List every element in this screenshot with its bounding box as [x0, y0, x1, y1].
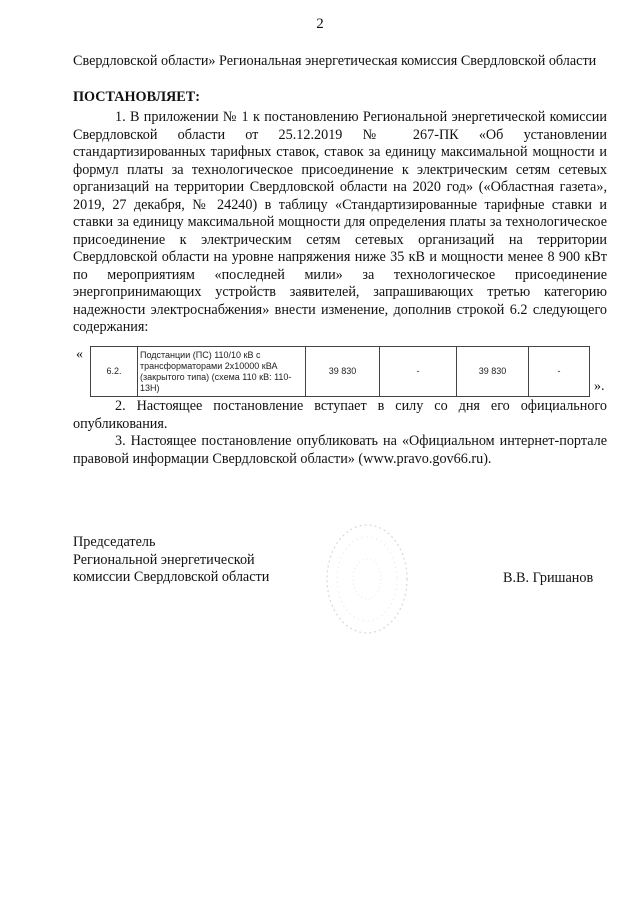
tariff-table: [90, 346, 590, 397]
signer-title-line-3: комиссии Свердловской области: [73, 569, 270, 585]
intro-paragraph: Свердловской области» Региональная энергетическая комиссия Свердловской области: [73, 53, 597, 69]
signer-name: В.В. Гришанов: [503, 570, 594, 586]
signature-block: [73, 534, 269, 587]
quote-open: «: [76, 347, 83, 362]
row-value-3-cell: 39 830: [457, 347, 529, 397]
signer-title-line-1: Председатель: [73, 534, 156, 550]
row-number-cell: 6.2.: [91, 347, 138, 397]
row-value-4-cell: -: [529, 347, 590, 397]
row-value-2-cell: -: [380, 347, 457, 397]
row-description-cell: Подстанции (ПС) 110/10 кВ с трансформаторами 2х10000 кВА (закрытого типа) (схема 110 кВ: 110-13Н): [138, 347, 306, 397]
signer-title-line-2: Региональной энергетической: [73, 551, 255, 568]
item-1-paragraph: 1. В приложении № 1 к постановлению Региональной энергетической комиссии Свердловской области от 25.12.2019 № 267-ПК «Об установлении стандартизированных тарифных ставок, ставок за единицу максимальной мощности и формул платы за технологическое присоединение к электрическим сетям сетевых организаций на территории Свердловской области на 2020 год» («Областная газета», 2019, 27 декабря, № 24240) в таблицу «Стандартизированные тарифные ставки и ставки за единицу максимальной мощности для определения платы за технологическое присоединение к электрическим сетям сетевых организаций на территории Свердловской области на уровне напряжения ниже 35 кВ и мощности менее 8 900 кВт по мероприятиям «последней мили» за технологическое присоединение энергопринимающих устройств заявителей, запрашивающих третью категорию надежности электроснабжения» внести изменение, дополнив строкой 6.2 следующего содержания:: [73, 109, 607, 335]
quote-close: ».: [594, 379, 605, 394]
table-row: [91, 347, 590, 397]
row-value-1-cell: 39 830: [306, 347, 380, 397]
item-2-paragraph: 2. Настоящее постановление вступает в силу со дня его официального опубликования.: [73, 398, 607, 432]
page-number: 2: [316, 16, 324, 32]
item-3-paragraph: 3. Настоящее постановление опубликовать на «Официальном интернет-портале правовой информации Свердловской области» (www.pravo.gov66.ru).: [73, 433, 607, 467]
official-seal-image: [322, 520, 412, 638]
tariff-table-block: [76, 343, 610, 403]
resolves-heading: ПОСТАНОВЛЯЕТ:: [73, 89, 200, 105]
